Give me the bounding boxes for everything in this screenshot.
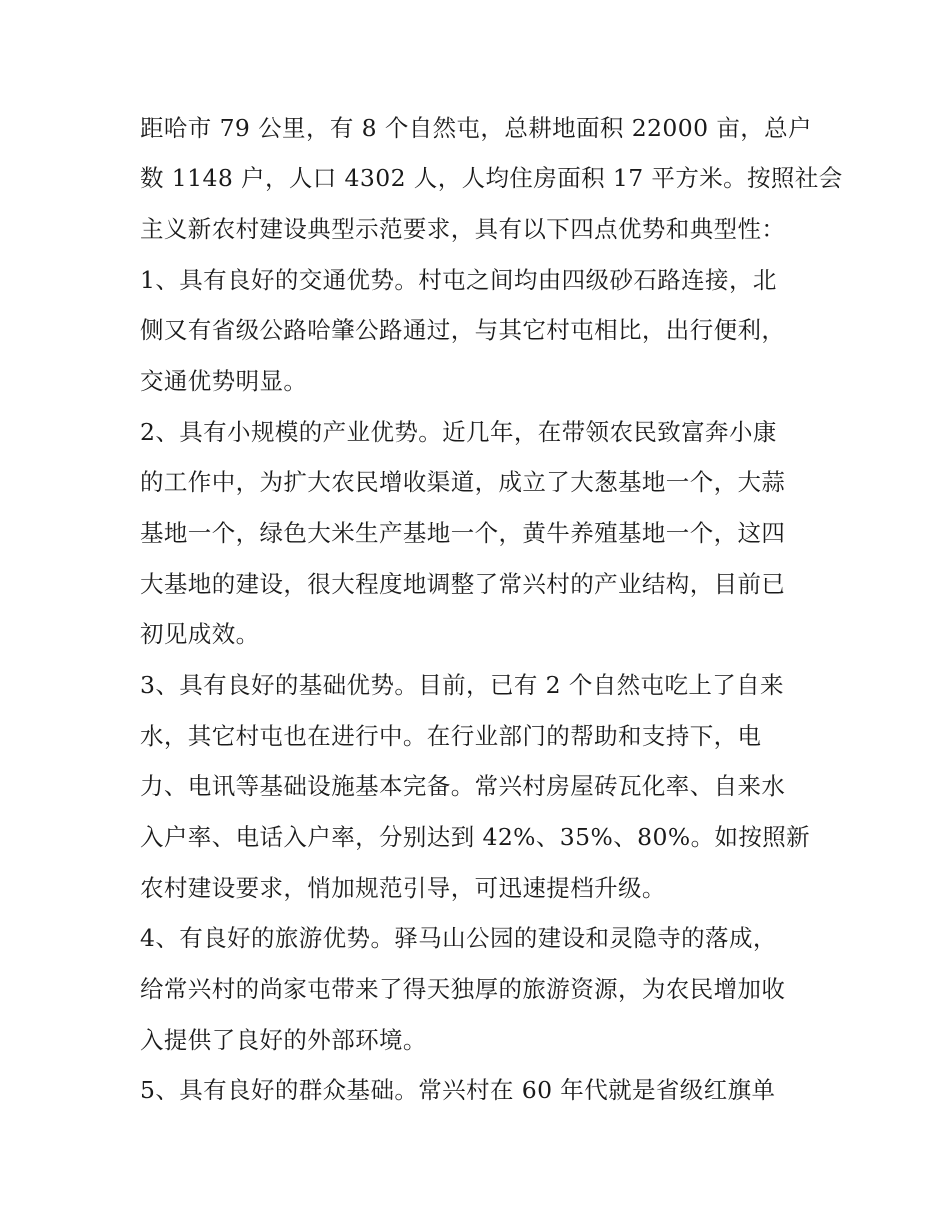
- text-line: 2、具有小规模的产业优势。近几年，在带领农民致富奔小康: [140, 418, 777, 446]
- text-line: 水，其它村屯也在进行中。在行业部门的帮助和支持下，电: [140, 722, 762, 750]
- text-line: 4、有良好的旅游优势。驿马山公园的建设和灵隐寺的落成，: [140, 924, 777, 952]
- text-line: 3、具有良好的基础优势。目前，已有 2 个自然屯吃上了自来: [140, 671, 784, 699]
- text-line: 主义新农村建设典型示范要求，具有以下四点优势和典型性：: [140, 215, 786, 243]
- text-line: 基地一个，绿色大米生产基地一个，黄牛养殖基地一个，这四: [140, 519, 786, 547]
- text-line: 农村建设要求，悄加规范引导，可迅速提档升级。: [140, 874, 666, 902]
- text-line: 大基地的建设，很大程度地调整了常兴村的产业结构，目前已: [140, 570, 786, 598]
- text-line: 侧又有省级公路哈肇公路通过，与其它村屯相比，出行便利，: [140, 316, 786, 344]
- text-line: 初见成效。: [140, 620, 260, 648]
- text-line: 的工作中，为扩大农民增收渠道，成立了大葱基地一个，大蒜: [140, 468, 786, 496]
- text-line: 入提供了良好的外部环境。: [140, 1026, 427, 1054]
- text-line: 1、具有良好的交通优势。村屯之间均由四级砂石路连接，北: [140, 266, 777, 294]
- text-line: 数 1148 户，人口 4302 人，人均住房面积 17 平方米。按照社会: [140, 164, 843, 192]
- text-line: 给常兴村的尚家屯带来了得天独厚的旅游资源，为农民增加收: [140, 975, 786, 1003]
- text-line: 入户率、电话入户率，分别达到 42%、35%、80%。如按照新: [140, 823, 811, 851]
- text-line: 交通优势明显。: [140, 367, 308, 395]
- text-line: 5、具有良好的群众基础。常兴村在 60 年代就是省级红旗单: [140, 1076, 776, 1104]
- text-line: 距哈市 79 公里，有 8 个自然屯，总耕地面积 22000 亩，总户: [140, 114, 812, 142]
- text-line: 力、电讯等基础设施基本完备。常兴村房屋砖瓦化率、自来水: [140, 772, 786, 800]
